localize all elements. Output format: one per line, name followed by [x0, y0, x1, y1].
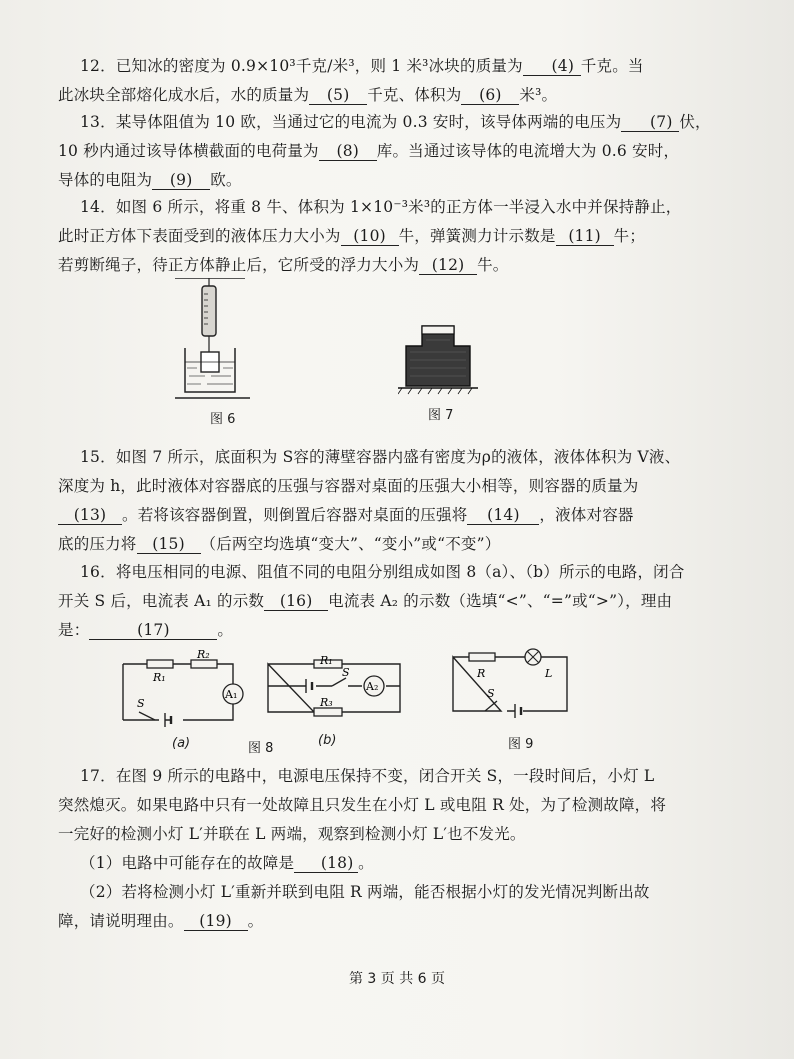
label-r1: R₁: [320, 656, 333, 667]
blank-4[interactable]: (4): [523, 57, 581, 76]
figure-8a-label: (a): [172, 736, 191, 751]
question-12: [58, 52, 748, 110]
q13-text: 伏，: [679, 113, 711, 131]
q14-text: 牛；: [613, 227, 646, 245]
question-15: [58, 443, 748, 559]
blank-7[interactable]: (7): [621, 113, 679, 132]
figure-8b-circuit: [262, 656, 412, 732]
q17-text: （2）若将检测小灯 L′重新并联到电阻 R 两端，能否根据小灯的发光情况判断出故: [80, 883, 650, 901]
blank-12[interactable]: (12): [419, 256, 477, 275]
blank-11[interactable]: (11): [556, 227, 614, 246]
question-17: [58, 762, 748, 936]
blank-18[interactable]: (18): [294, 854, 358, 873]
figure-7-caption: 图 7: [428, 408, 454, 423]
q13-text: 13．某导体阻值为 10 欧，当通过它的电流为 0.3 安时，该导体两端的电压为: [80, 113, 622, 131]
q17-text: 障，请说明理由。: [58, 912, 184, 930]
label-s: S: [342, 666, 350, 679]
q12-text: 千克、体积为: [367, 86, 462, 104]
blank-10[interactable]: (10): [341, 227, 399, 246]
label-r: R: [477, 667, 486, 680]
figure-6-caption: 图 6: [210, 412, 236, 427]
q16-text: 是：: [58, 621, 90, 639]
q13-text: 导体的电阻为: [58, 171, 153, 189]
question-16: [58, 558, 748, 645]
q16-text: 。: [217, 621, 234, 639]
label-r2: R₂: [197, 650, 210, 661]
resistor-r3: [314, 708, 342, 716]
q17-text: 一完好的检测小灯 L′并联在 L 两端，观察到检测小灯 L′也不发光。: [58, 825, 526, 843]
switch-s: [485, 701, 497, 711]
blank-5[interactable]: (5): [309, 86, 367, 105]
q12-text: 此冰块全部熔化成水后，水的质量为: [58, 86, 310, 104]
q15-text: 。若将该容器倒置，则倒置后容器对桌面的压强将: [122, 506, 468, 524]
q15-text: 深度为 h，此时液体对容器底的压强与容器对桌面的压强大小相等，则容器的质量为: [58, 477, 639, 495]
switch-s: [139, 712, 155, 720]
blank-6[interactable]: (6): [461, 86, 519, 105]
blank-14[interactable]: (14): [467, 506, 539, 525]
q16-text: 电流表 A₂ 的示数（选填“<”、“=”或“>”），理由: [328, 592, 673, 610]
q17-text: 17．在图 9 所示的电路中，电源电压保持不变，闭合开关 S，一段时间后，小灯 L: [80, 767, 655, 785]
q14-text: 牛。: [477, 256, 509, 274]
q13-text: 欧。: [210, 171, 242, 189]
q16-text: 开关 S 后，电流表 A₁ 的示数: [58, 592, 265, 610]
q17-text: 突然熄灭。如果电路中只有一处故障且只发生在小灯 L 或电阻 R 处，为了检测故障，将: [58, 796, 667, 814]
figure-8-caption: 图 8: [248, 741, 274, 756]
label-s: S: [487, 687, 495, 700]
blank-9[interactable]: (9): [152, 171, 210, 190]
q15-text: 15．如图 7 所示，底面积为 S容的薄壁容器内盛有密度为ρ的液体，液体体积为 V液、: [80, 448, 681, 466]
q16-text: 16．将电压相同的电源、阻值不同的电阻分别组成如图 8（a）、（b）所示的电路，闭合: [80, 563, 685, 581]
q15-text: （后两空均选填“变大”、“变小”或“不变”）: [200, 535, 501, 553]
q12-text: 12．已知冰的密度为 0.9×10³千克/米³，则 1 米³冰块的质量为: [80, 57, 523, 75]
q17-text: 。: [247, 912, 264, 930]
q13-text: 10 秒内通过该导体横截面的电荷量为: [58, 142, 319, 160]
page-footer: 第 3 页 共 6 页: [348, 971, 446, 987]
resistor-r: [469, 653, 495, 661]
question-13: [58, 108, 748, 195]
figure-9-caption: 图 9: [508, 737, 534, 752]
label-a2: A₂: [366, 680, 379, 693]
blank-17[interactable]: (17): [89, 621, 217, 640]
blank-8[interactable]: (8): [319, 142, 377, 161]
q12-text: 米³。: [519, 86, 558, 104]
question-14: [58, 193, 748, 280]
q15-text: ，液体对容器: [539, 506, 634, 524]
figure-8a-circuit: [115, 650, 250, 730]
label-r1: R₁: [153, 671, 166, 684]
q17-text: （1）电路中可能存在的故障是: [80, 854, 295, 872]
resistor-r1: [147, 660, 173, 668]
blank-15[interactable]: (15): [137, 535, 201, 554]
figure-8b-label: (b): [318, 733, 337, 748]
label-a1: A₁: [225, 688, 238, 701]
q14-text: 14．如图 6 所示，将重 8 牛、体积为 1×10⁻³米³的正方体一半浸入水中并保持静止，: [80, 198, 682, 216]
figure-6-diagram: [175, 278, 265, 408]
label-r3: R₃: [320, 696, 333, 709]
q17-text: 。: [358, 854, 374, 872]
q12-text: 千克。当: [580, 57, 644, 75]
blank-16[interactable]: (16): [264, 592, 328, 611]
label-l: L: [545, 667, 553, 680]
resistor-r2: [191, 660, 217, 668]
q14-text: 若剪断绳子，待正方体静止后，它所受的浮力大小为: [58, 256, 420, 274]
blank-13[interactable]: (13): [58, 506, 122, 525]
label-s: S: [137, 697, 145, 710]
blank-19[interactable]: (19): [184, 912, 248, 931]
q14-text: 此时正方体下表面受到的液体压力大小为: [58, 227, 341, 245]
q14-text: 牛，弹簧测力计示数是: [398, 227, 556, 245]
q15-text: 底的压力将: [58, 535, 137, 553]
q13-text: 库。当通过该导体的电流增大为 0.6 安时，: [376, 142, 680, 160]
switch-s: [332, 678, 346, 686]
figure-9-circuit: [445, 645, 580, 723]
figure-7-diagram: [398, 318, 478, 398]
